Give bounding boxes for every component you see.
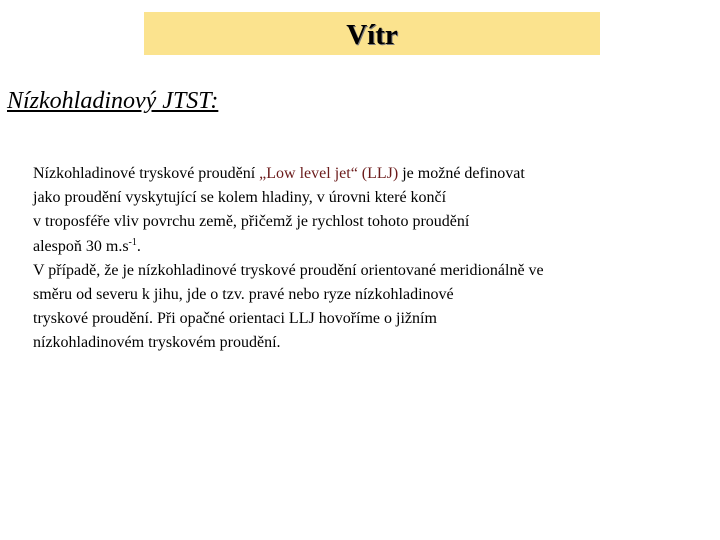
slide-title: Vítr xyxy=(346,19,398,51)
text-span: je možné definovat xyxy=(398,165,525,182)
text-span: Nízkohladinové tryskové proudění xyxy=(33,165,260,182)
paragraph-definition xyxy=(33,162,717,259)
paragraph-line xyxy=(33,235,717,259)
slide-subtitle: Nízkohladinový JTST: xyxy=(7,88,219,114)
paragraph-line: směru od severu k jihu, jde o tzv. pravé nebo ryze nízkohladinové xyxy=(33,286,454,304)
paragraph-line: tryskové proudění. Při opačné orientaci LLJ hovoříme o jižním xyxy=(33,310,437,328)
paragraph-line: v troposféře vliv povrchu země, přičemž je rychlost tohoto proudění xyxy=(33,213,470,231)
paragraph-orientation xyxy=(33,259,717,356)
text-span: . xyxy=(136,237,141,255)
paragraph-line: jako proudění vyskytující se kolem hladiny, v úrovni které končí xyxy=(33,189,447,207)
title-banner xyxy=(144,12,600,55)
paragraph-line: V případě, že je nízkohladinové tryskové proudění orientované meridionálně ve xyxy=(33,261,544,279)
highlighted-term: „Low level jet“ (LLJ) xyxy=(259,165,399,182)
paragraph-line: nízkohladinovém tryskovém proudění. xyxy=(33,334,281,352)
superscript: -1 xyxy=(128,236,137,248)
paragraph-line xyxy=(33,162,717,186)
text-span: alespoň 30 m.s xyxy=(33,237,129,255)
slide-body xyxy=(33,162,717,356)
